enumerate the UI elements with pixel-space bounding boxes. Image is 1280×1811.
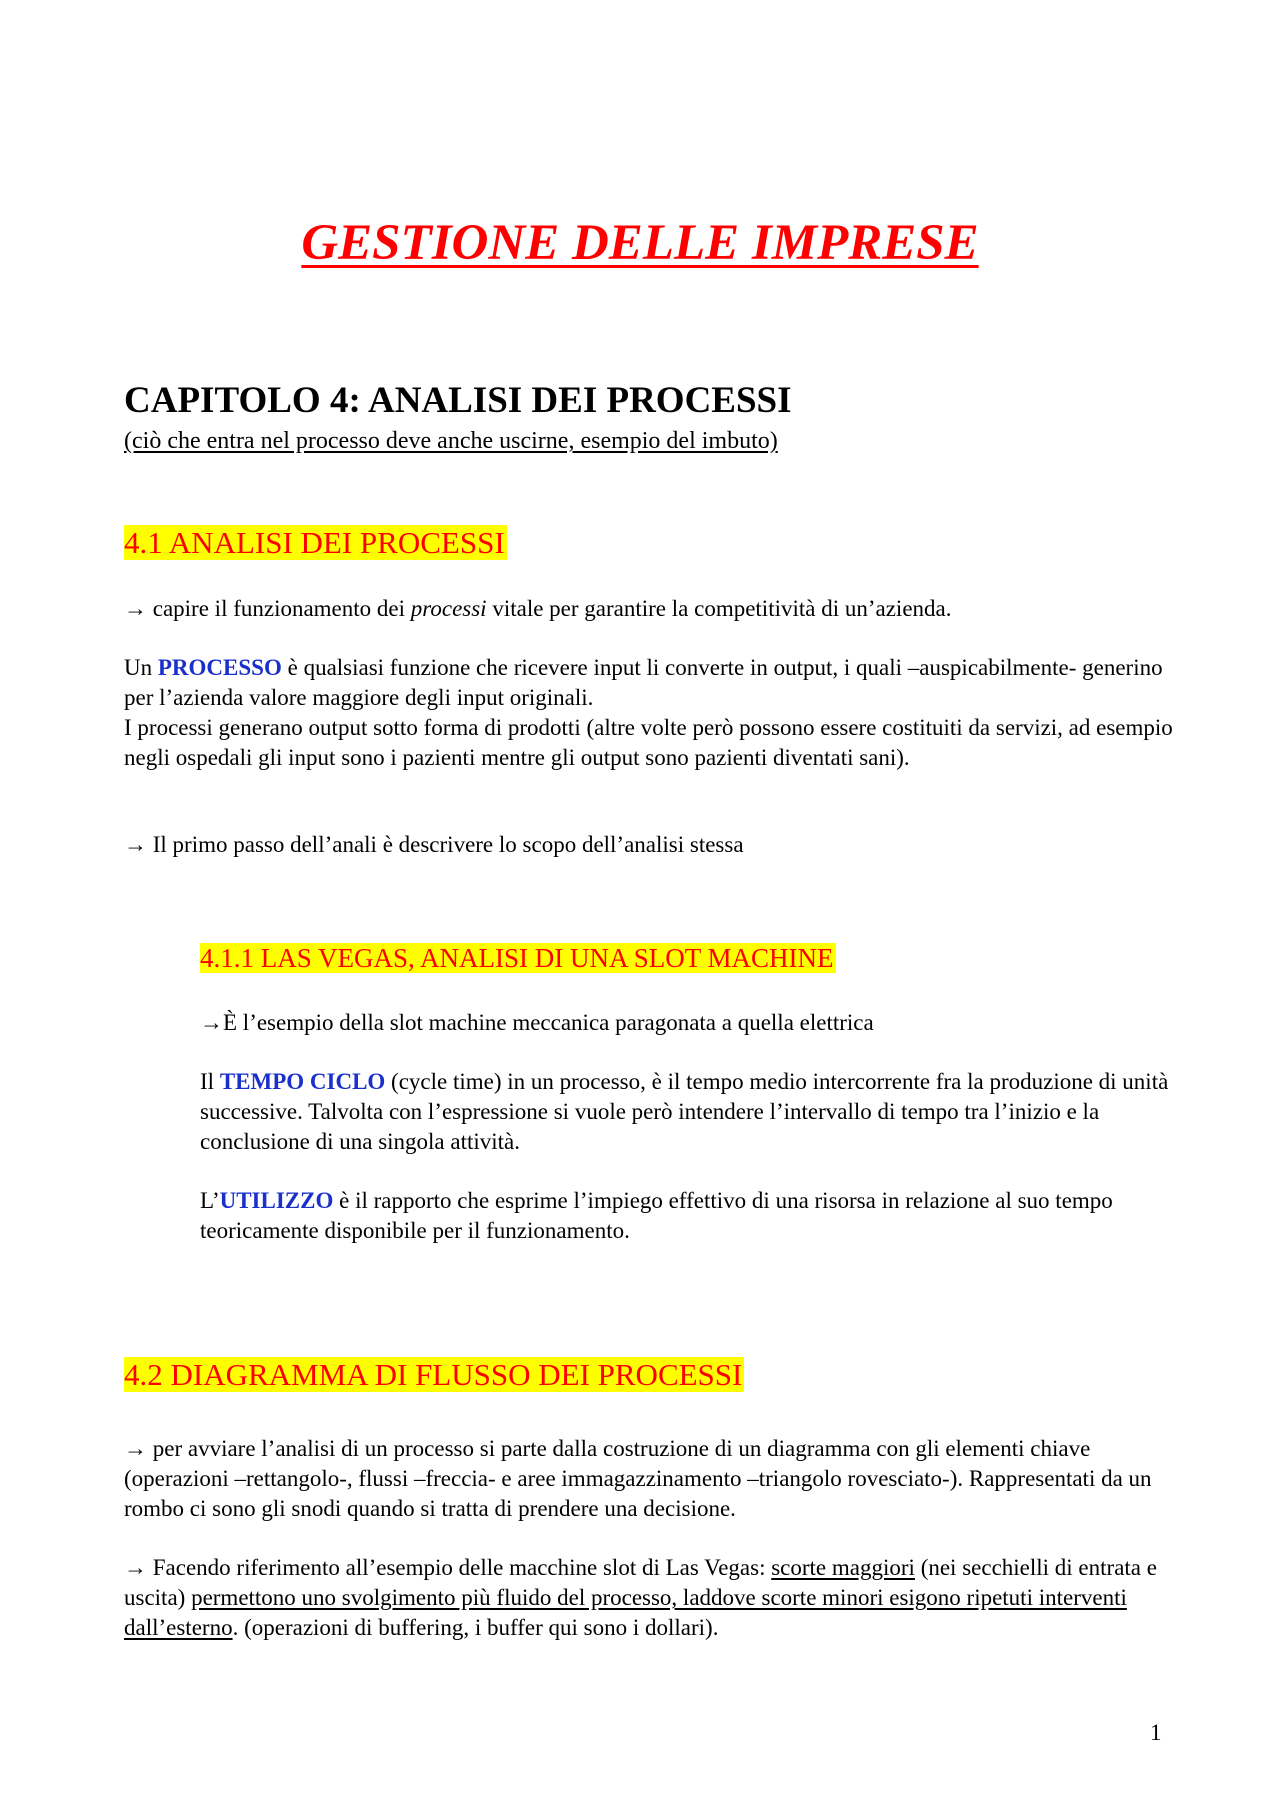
arrow-icon: → [124,1555,147,1580]
section-4-2-heading: 4.2 DIAGRAMMA DI FLUSSO DEI PROCESSI [124,1357,743,1392]
document-title: GESTIONE DELLE IMPRESE [301,215,979,271]
arrow-icon: → [200,1010,223,1035]
arrow-icon: → [124,832,147,857]
arrow-icon: → [124,1436,147,1461]
section-4-1-heading: 4.1 ANALISI DEI PROCESSI [124,525,505,560]
flow-diagram-intro: → per avviare l’analisi di un processo si parte dalla costruzione di un diagramma con gli elementi chiave (operazioni –rettangolo-, flussi –freccia- e aree immagazzinamento –triangolo rovesciato-). Rappresentati da un rombo ci sono gli snodi quando si tratta di prendere una decisione. [124,1436,1152,1521]
keyword-processo: PROCESSO [157,655,282,680]
arrow-icon: → [124,596,147,621]
utilizzo-definition: L’UTILIZZO è il rapporto che esprime l’impiego effettivo di una risorsa in relazione al suo tempo teoricamente disponibile per il funzionamento. [200,1188,1113,1243]
las-vegas-buffer-note: → Facendo riferimento all’esempio delle macchine slot di Las Vegas: scorte maggiori (nei secchielli di entrata e uscita) permettono uno svolgimento più fluido del processo, laddove scorte minori esigono ripetuti interventi dall’esterno. (operazioni di buffering, i buffer qui sono i dollari). [124,1555,1157,1640]
processo-definition: Un PROCESSO è qualsiasi funzione che ricevere input li converte in output, i quali –auspicabilmente- generino per l’azienda valore maggiore degli input originali. I processi generano output sotto forma di prodotti (altre volte però possono essere costituiti da servizi, ad esempio negli ospedali gli input sono i pazienti mentre gli output sono pazienti diventati sani). [124,655,1173,770]
section-4-1-first-step: → Il primo passo dell’anali è descrivere lo scopo dell’analisi stessa [124,832,744,857]
section-4-1-intro: → capire il funzionamento dei processi vitale per garantire la competitività di un’azienda. [124,596,952,621]
chapter-note: (ciò che entra nel processo deve anche uscirne, esempio del imbuto) [124,428,778,454]
section-4-1-1-heading: 4.1.1 LAS VEGAS, ANALISI DI UNA SLOT MACHINE [200,943,834,973]
keyword-tempo-ciclo: TEMPO CICLO [219,1069,386,1094]
keyword-utilizzo: UTILIZZO [219,1188,334,1213]
tempo-ciclo-definition: Il TEMPO CICLO (cycle time) in un processo, è il tempo medio intercorrente fra la produzione di unità successive. Talvolta con l’espressione si vuole però intendere l’intervallo di tempo tra l’inizio e la conclusione di una singola attività. [200,1069,1169,1154]
page-number: 1 [1150,1720,1162,1745]
chapter-heading: CAPITOLO 4: ANALISI DEI PROCESSI [124,380,792,421]
slot-machine-example: →È l’esempio della slot machine meccanica paragonata a quella elettrica [200,1010,874,1035]
